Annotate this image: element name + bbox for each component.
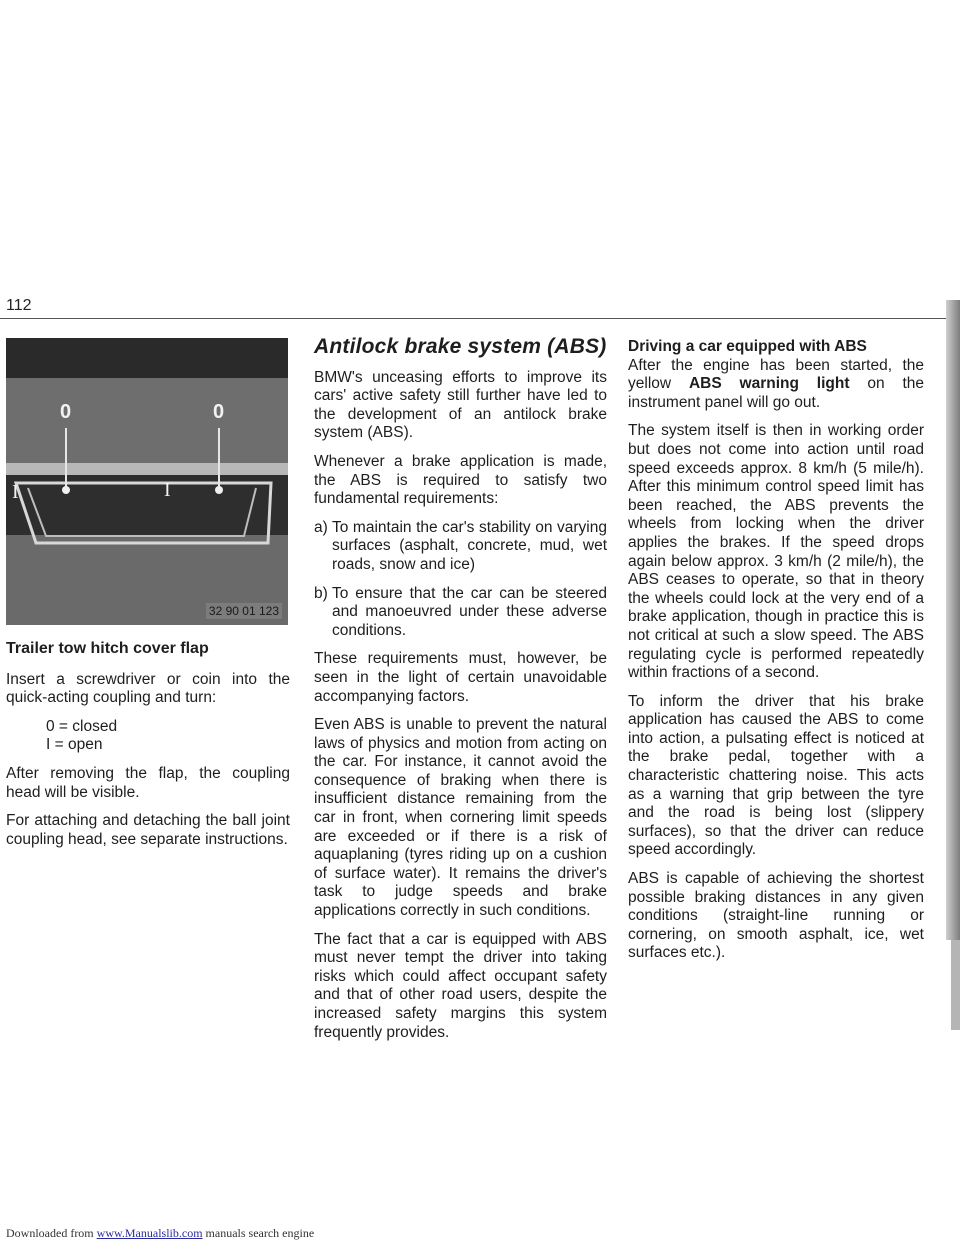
driving-p1-before: After the engine has been started, the yellow [628, 356, 924, 393]
abs-requirement-a-marker: a) [314, 518, 328, 536]
download-footer [6, 1226, 314, 1241]
manualslib-link[interactable]: www.Manualslib.com [96, 1226, 203, 1240]
page-edge-lower [951, 940, 960, 1030]
driving-section [628, 338, 924, 973]
abs-paragraph-1: BMW's unceasing efforts to improve its cars' active safety still further have led to the development of an antilock brake system (ABS). [314, 368, 607, 442]
abs-requirement-a [314, 519, 607, 575]
abs-paragraph-3: These requirements must, however, be seen in the light of certain unavoidable accompanying factors. [314, 650, 607, 705]
legend-open: I = open [46, 736, 103, 754]
footer-suffix: manuals search engine [202, 1226, 315, 1240]
trailer-section [6, 640, 290, 859]
trailer-heading: Trailer tow hitch cover flap [6, 640, 209, 657]
trailer-intro: Insert a screwdriver or coin into the quick-acting coupling and turn: [6, 670, 290, 707]
abs-heading: Antilock brake system (ABS) [314, 335, 607, 358]
abs-requirement-b-text: To ensure that the car can be steered and manoeuvred under these adverse conditions. [332, 584, 607, 639]
footer-prefix: Downloaded from [6, 1226, 97, 1240]
abs-warning-light-term: ABS warning light [688, 375, 850, 393]
driving-paragraph-1 [628, 357, 924, 413]
label-zero-right: 0 [213, 401, 225, 423]
driving-heading: Driving a car equipped with ABS [628, 338, 867, 355]
abs-paragraph-5: The fact that a car is equipped with ABS must never tempt the driver into taking risks which could affect occupant safety and that of other road users, despite the increased safety margins this system frequently provides. [314, 930, 607, 1041]
driving-paragraph-4: ABS is capable of achieving the shortest possible braking distances in any given conditions (straight-line running or cornering, on smooth asphalt, ice, wet surfaces etc.). [628, 870, 924, 962]
abs-requirement-b [314, 585, 607, 641]
abs-requirement-a-text: To maintain the car's stability on varying surfaces (asphalt, concrete, mud, wet roads, snow and ice) [332, 518, 607, 573]
label-one-mid: I [164, 479, 171, 501]
label-zero-left: 0 [60, 401, 72, 423]
abs-paragraph-4: Even ABS is unable to prevent the natural laws of physics and motion from acting on the car. For instance, it cannot avoid the consequence of braking when there is insufficient distance remaining from the car in front, when cornering limit speeds are exceeded or if there is a risk of aquaplaning (tyres riding up on a cushion of surface water). It remains the driver's task to judge speeds and brake applications correctly in such conditions. [314, 716, 607, 920]
hitch-cover-illustration [6, 338, 288, 625]
hitch-cover-figure [6, 338, 288, 625]
figure-code: 32 90 01 123 [206, 603, 282, 619]
trailer-attaching: For attaching and detaching the ball joint coupling head, see separate instructions. [6, 812, 290, 848]
trailer-legend [46, 718, 290, 755]
abs-section [314, 335, 607, 1052]
abs-requirement-b-marker: b) [314, 584, 328, 602]
top-rule [0, 318, 946, 319]
driving-paragraph-2: The system itself is then in working order but does not come into action until road speed exceeds approx. 8 km/h (5 mile/h). After this minimum control speed limit has been reached, the ABS prevents the wheels from locking when the driver applies the brakes. If the speed drops again below approx. 3 km/h (2 mile/h), the ABS ceases to operate, so that in theory the wheels could lock at the very end of a brake application, though in practice this is not critical at such a slow speed. The ABS regulating cycle is performed repeatedly within fractions of a second. [628, 422, 924, 682]
driving-p1-after: on the instrument panel will go out. [628, 375, 924, 411]
page-number: 112 [6, 297, 32, 314]
page-edge [946, 300, 960, 940]
trailer-after-removing: After removing the flap, the coupling head will be visible. [6, 764, 290, 801]
driving-paragraph-3: To inform the driver that his brake application has caused the ABS to come into action, a pulsating effect is noticed at the brake pedal, together with a characteristic chattering noise. This acts as a warning that grip between the tyre and the road is being lost (slippery surfaces), so that the driver can reduce speed accordingly. [628, 692, 924, 859]
legend-closed: 0 = closed [46, 717, 118, 735]
abs-paragraph-2: Whenever a brake application is made, the ABS is required to satisfy two fundamental requirements: [314, 452, 607, 508]
label-one-left: I [12, 481, 19, 503]
